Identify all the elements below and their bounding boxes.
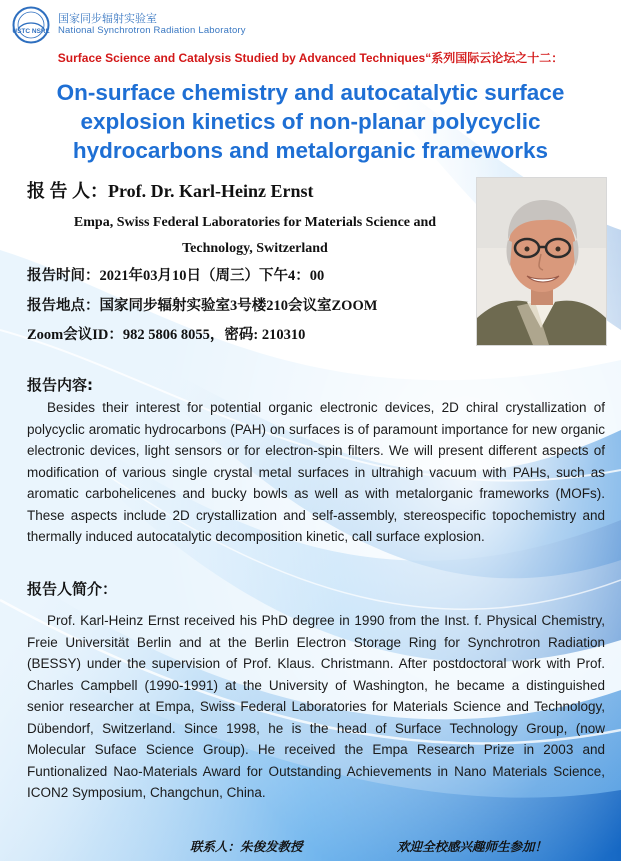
talk-location: 报告地点：国家同步辐射实验室3号楼210会议室ZOOM: [27, 298, 378, 314]
speaker-affiliation: Empa, Swiss Federal Laboratories for Materials Science and Technology, Switzerland: [73, 215, 437, 256]
talk-title-line2: explosion kinetics of non-planar polycyclic: [80, 109, 541, 134]
org-name-en: National Synchrotron Radiation Laboratory: [58, 25, 246, 36]
logo-text: USTC NSRL: [12, 28, 50, 35]
bio-heading: 报告人简介：: [27, 580, 118, 598]
forum-series-title: Surface Science and Catalysis Studied by Advanced Techniques“系列国际云论坛之十二：: [57, 51, 564, 65]
talk-title: [0, 78, 621, 165]
talk-title-line3: hydrocarbons and metalorganic frameworks: [72, 138, 549, 163]
nsrl-logo: [12, 6, 50, 44]
org-name-cn: 国家同步辐射实验室: [58, 12, 157, 25]
speaker-name: 报 告 人：Prof. Dr. Karl-Heinz Ernst: [27, 181, 314, 201]
zoom-meeting-info: Zoom会议ID：982 5806 8055，密码: 210310: [27, 327, 306, 343]
talk-time: 报告时间：2021年03月10日（周三）下午4：00: [27, 268, 325, 284]
bio-text: Prof. Karl-Heinz Ernst received his PhD degree in 1990 from the Inst. f. Physical Chemistry, Freie Universität Berlin and at the Berlin Electron Storage Ring for Synchrotron Radiation (BESSY) under the supervision of Prof. Klaus. Christmann. After postdoctoral work with Prof. Charles Campbell (1990-1991) at the University of Washington, he became a distinguished senior researcher at Empa, Swiss Federal Laboratories for Materials Science and Technology, Dübendorf, Switzerland. Since 1998, he is the head of Surface Technology Group, (now Molecular Suface Science Group). He received the Empa Research Prize in 2003 and Funtionalized Nao-Materials Award for Outstanding Achievements in Nano Materials Science, ICON2 Symposium, Changchun, China.: [27, 613, 605, 800]
abstract-text: Besides their interest for potential organic electronic devices, 2D chiral crystallization of polycyclic aromatic hydrocarbons (PAH) on surfaces is of paramount importance for new organic electronic devices, light sensors or for electron-spin filters. We will present different aspects of modification of various single crystal metal surfaces in ultrahigh vacuum with PAHs, such as aromatic carbohelicenes and bucky bowls as well as with metalorganic frameworks (MOFs). These aspects include 2D crystallization and self-assembly, stereospecific topochemistry and thermally induced autocatalytic decomposition kinetic, call surface explosion.: [27, 400, 605, 544]
contact-person: 联系人：朱俊发教授: [190, 839, 303, 854]
speaker-photo: [476, 177, 607, 346]
talk-title-line1: On-surface chemistry and autocatalytic surface: [56, 80, 565, 105]
abstract-heading: 报告内容:: [27, 376, 93, 394]
welcome-note: 欢迎全校感兴趣师生参加！: [397, 839, 548, 854]
